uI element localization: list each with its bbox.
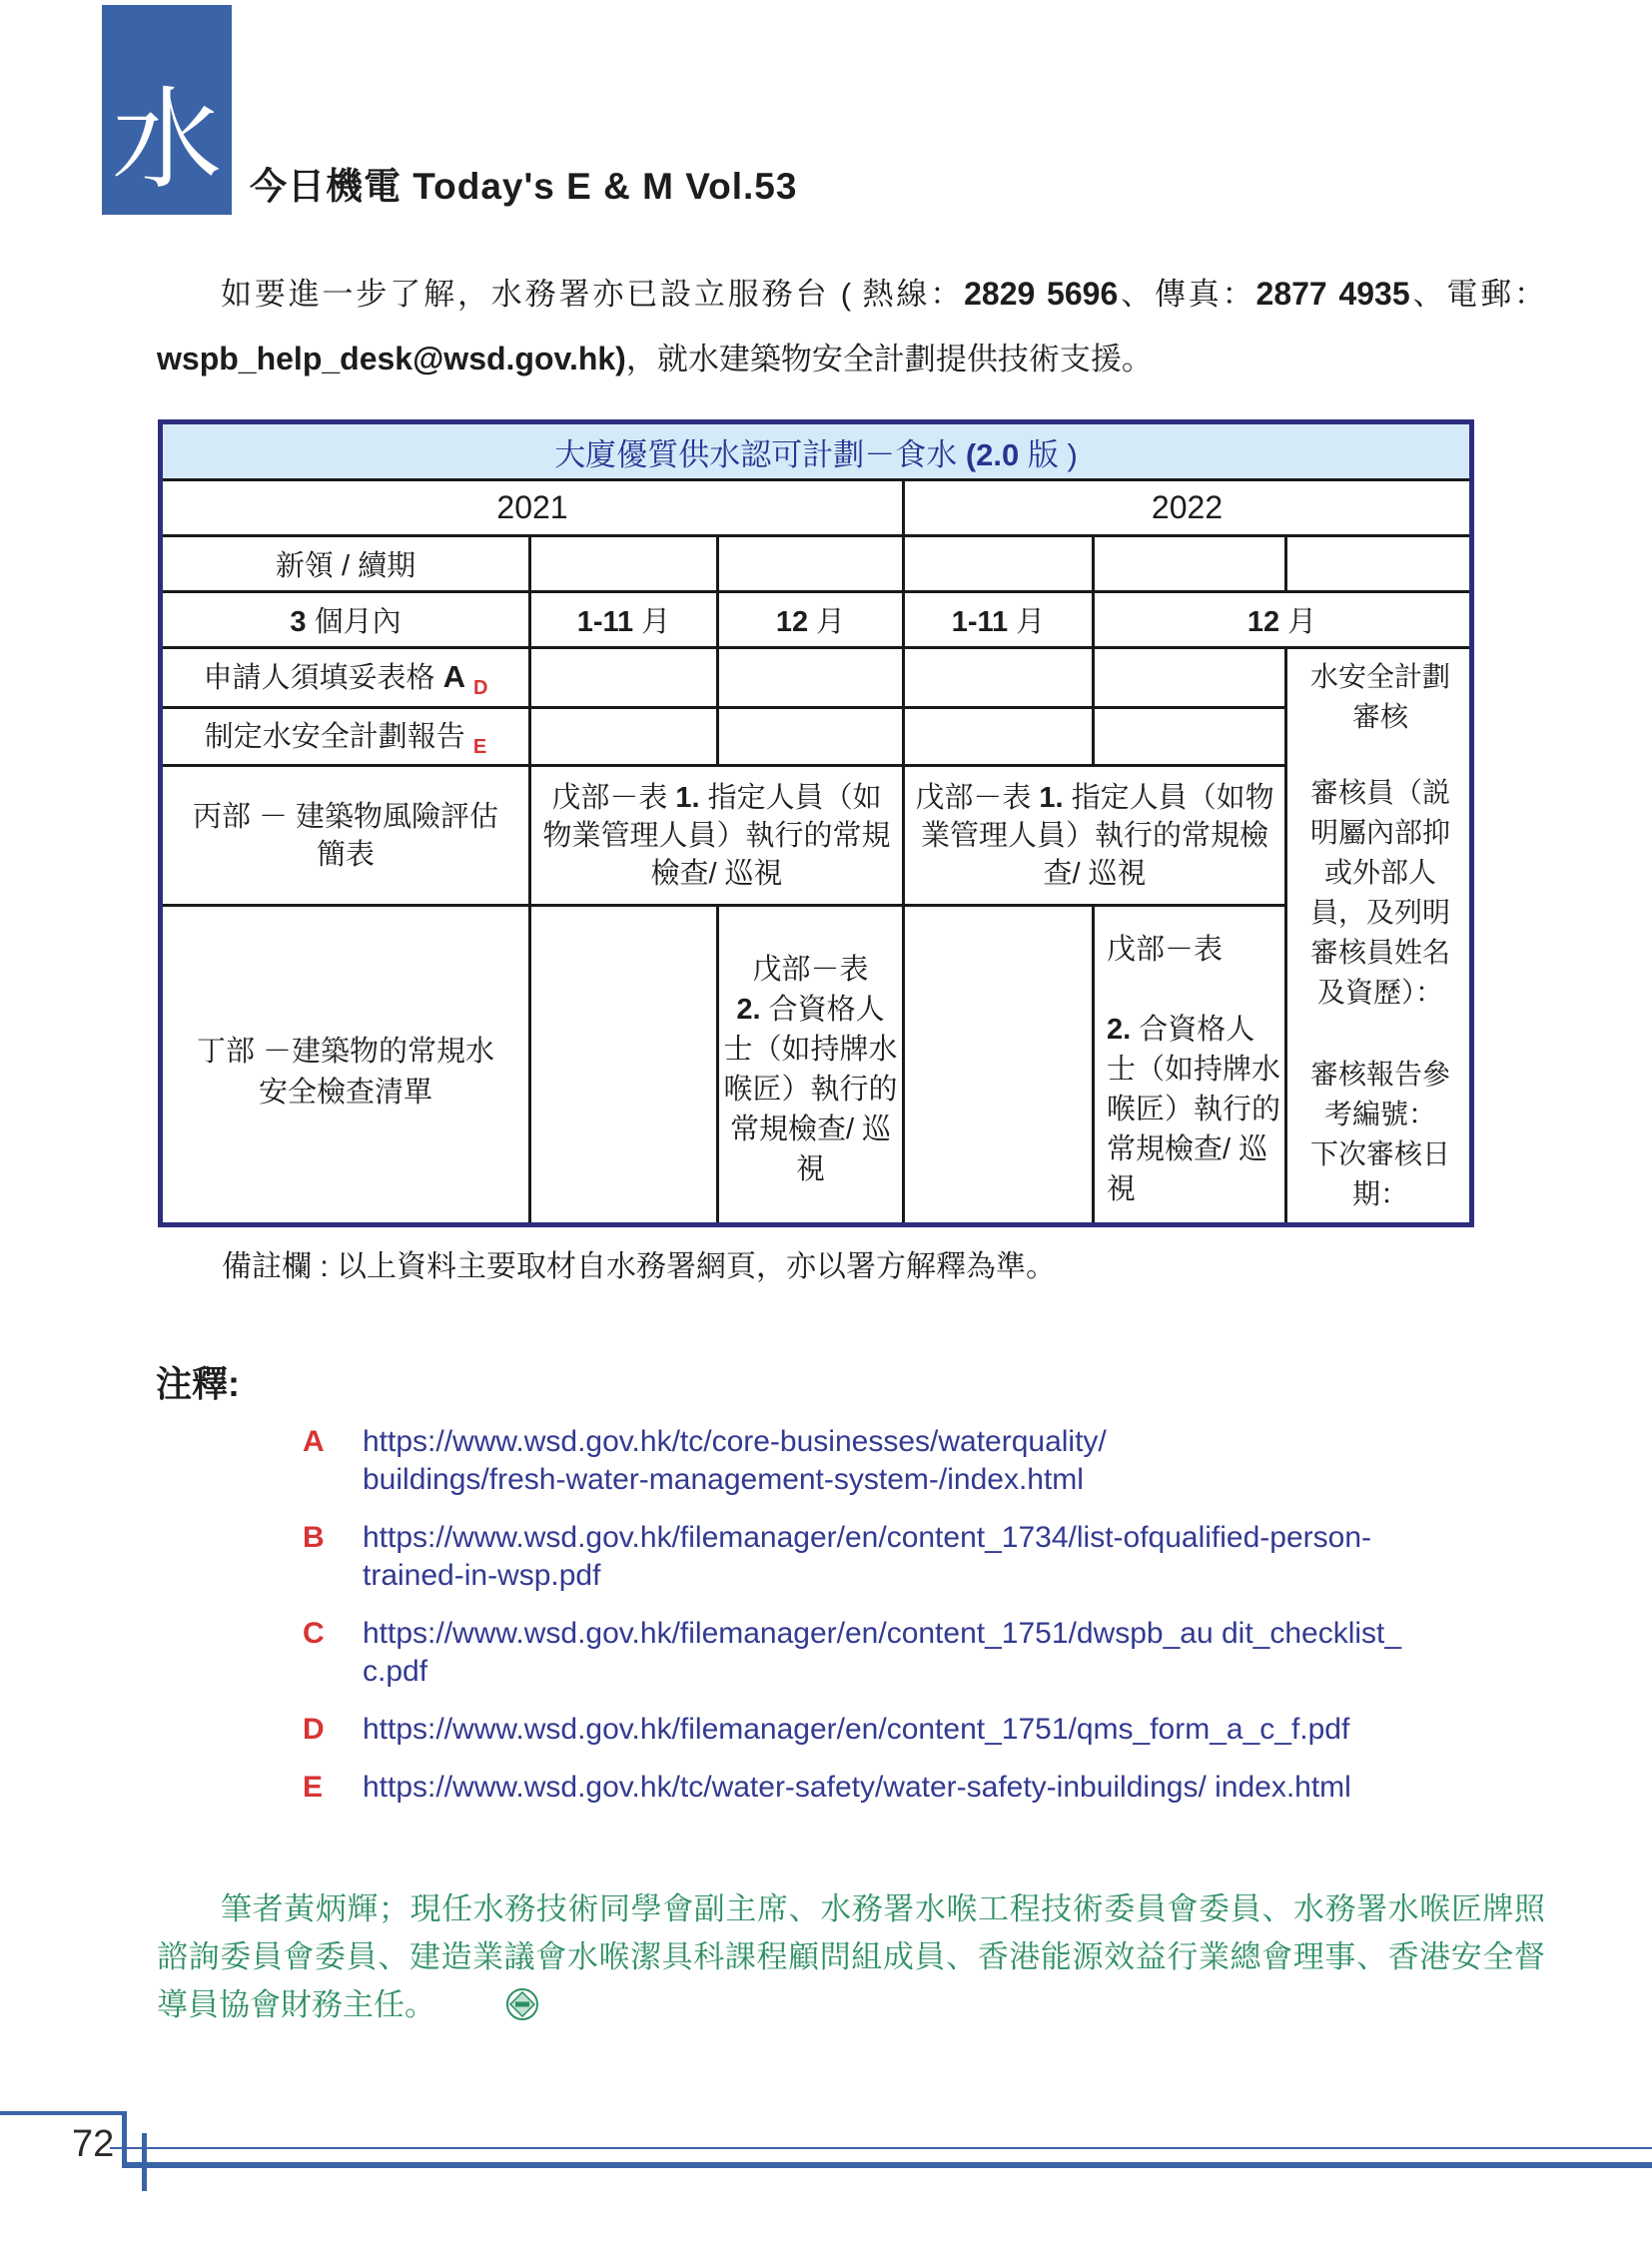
empty-cell — [530, 906, 718, 1225]
year-2021-header: 2021 — [161, 480, 904, 536]
form-a-row-label — [161, 648, 530, 708]
next-audit-date: 下次審核日期： — [1310, 1138, 1451, 1209]
table-title-text: 版 ) — [1019, 436, 1078, 472]
masthead-title-cjk: 今日機電 — [250, 166, 402, 207]
intro-text: 如要進一步了解，水務署亦已設立服務台 ( 熱線： — [221, 277, 965, 312]
part-e2-number: 2. — [1107, 1014, 1132, 1047]
water-logo — [102, 5, 232, 215]
table-remark: 備註欄 : 以上資料主要取材自水務署網頁，亦以署方解釋為準。 — [222, 1250, 1057, 1283]
period-unit: 個月內 — [306, 606, 402, 638]
masthead-title-latin: Today's E & M Vol.53 — [402, 166, 798, 207]
part-e1-number: 1. — [1039, 781, 1064, 814]
part-e2-text: 合資格人士（如持牌水喉匠）執行的常規檢查/ 巡視 — [723, 994, 898, 1186]
intro-text: ，就水建築物安全計劃提供技術支援。 — [625, 342, 1153, 376]
auditor-description: 審核員（説明屬內部抑或外部人員，及列明審核員姓名及資歷）： — [1310, 777, 1451, 1008]
wsp-report-label: 制定水安全計劃報告 — [204, 721, 473, 754]
part-d-line: 安全檢查清單 — [258, 1077, 432, 1110]
period-number: 1-11 — [576, 606, 634, 638]
audit-column — [1286, 648, 1472, 1225]
empty-cell — [530, 536, 718, 592]
period-unit: 月 — [633, 606, 671, 638]
footnote-item-b — [303, 1519, 1461, 1595]
footnote-letter: E — [303, 1771, 324, 1804]
period-2022-dec — [1094, 592, 1472, 648]
period-unit: 月 — [1008, 606, 1046, 638]
part-c-line: 丙部 － 建築物風險評估 — [192, 800, 499, 833]
masthead-title — [250, 156, 797, 210]
footer-line-thin — [110, 2147, 1652, 2149]
footnote-letter: B — [303, 1521, 325, 1554]
footnote-item-a — [303, 1423, 1461, 1499]
empty-cell — [718, 708, 904, 766]
footnotes-list — [303, 1423, 1461, 1827]
empty-cell — [530, 708, 718, 766]
table-title-version: (2.0 — [965, 436, 1020, 472]
footer-line-thick — [122, 2162, 1652, 2168]
url-line[interactable]: https://www.wsd.gov.hk/tc/core-businesses/waterquality/ — [363, 1425, 1107, 1458]
part-e-table1-2022-cell — [904, 766, 1286, 906]
footnote-ref-d: D — [473, 676, 488, 699]
part-d-cell — [161, 906, 530, 1225]
empty-cell — [718, 648, 904, 708]
period-2022-jan-nov — [904, 592, 1094, 648]
hotline-number: 2829 5696 — [964, 276, 1119, 312]
part-e-table1-2021-cell — [530, 766, 904, 906]
url-line[interactable]: https://www.wsd.gov.hk/tc/water-safety/water-safety-inbuildings/ index.html — [363, 1771, 1351, 1804]
audit-title — [1297, 657, 1463, 737]
article-end-icon — [441, 1987, 539, 2035]
footnotes-heading: 注釋: — [156, 1363, 240, 1404]
url-line[interactable]: https://www.wsd.gov.hk/filemanager/en/content_1734/list-ofqualified-person- — [363, 1521, 1371, 1554]
url-line[interactable]: https://www.wsd.gov.hk/filemanager/en/content_1751/qms_form_a_c_f.pdf — [363, 1713, 1350, 1746]
fax-number: 2877 4935 — [1255, 276, 1410, 312]
period-number: 3 — [290, 606, 307, 638]
period-unit: 月 — [1279, 606, 1317, 638]
wsp-report-row-label — [161, 708, 530, 766]
page-number: 72 — [72, 2123, 115, 2165]
empty-cell — [530, 648, 718, 708]
footnote-url[interactable] — [363, 1423, 1107, 1499]
renewal-label-cell: 新領 / 續期 — [161, 536, 530, 592]
form-a-label: 申請人須填妥表格 — [203, 662, 443, 695]
footnote-item-e — [303, 1769, 1461, 1807]
url-line[interactable]: trained-in-wsp.pdf — [363, 1559, 601, 1592]
period-number: 1-11 — [951, 606, 1009, 638]
part-e2-text: 合資格人士（如持牌水喉匠）執行的常規檢查/ 巡視 — [1107, 1014, 1281, 1206]
empty-cell — [1094, 536, 1286, 592]
intro-text: 、電郵： — [1409, 277, 1546, 312]
footer-line-top — [0, 2111, 127, 2115]
empty-cell — [904, 648, 1094, 708]
table-title-text: 大廈優質供水認可計劃－食水 — [554, 436, 966, 472]
part-c-line: 簡表 — [316, 838, 375, 871]
email-address: wspb_help_desk@wsd.gov.hk) — [157, 341, 626, 376]
intro-paragraph — [157, 262, 1545, 391]
empty-cell — [718, 536, 904, 592]
part-d-line: 丁部 －建築物的常規水 — [196, 1036, 495, 1069]
period-number: 12 — [1246, 606, 1280, 638]
footnote-letter: A — [303, 1425, 325, 1458]
author-bio-text: 筆者黃炳輝；現任水務技術同學會副主席、水務署水喉工程技術委員會委員、水務署水喉匠牌照諮詢委員會委員、建造業議會水喉潔具科課程顧問組成員、香港能源效益行業總會理事、香港安全督導員協會財務主任。 — [157, 1891, 1545, 2022]
scheme-table — [158, 419, 1474, 1227]
empty-cell — [904, 708, 1094, 766]
footnote-letter: D — [303, 1713, 325, 1746]
period-unit: 月 — [808, 606, 846, 638]
part-e1-text: 戊部－表 — [551, 781, 676, 814]
empty-cell — [1094, 708, 1286, 766]
empty-cell — [904, 906, 1094, 1225]
footnote-ref-e: E — [472, 736, 487, 759]
part-e1-text: 指定人員（如物業管理人員）執行的常規檢查/ 巡視 — [920, 781, 1274, 890]
year-2022-header: 2022 — [904, 480, 1472, 536]
audit-title-line: 審核 — [1352, 701, 1409, 732]
footnote-url[interactable] — [363, 1615, 1401, 1691]
footnote-item-c — [303, 1615, 1461, 1691]
audit-title-line: 水安全計劃 — [1310, 661, 1451, 692]
part-e1-number: 1. — [675, 781, 700, 814]
empty-cell — [904, 536, 1094, 592]
part-e2-text: 戊部－表 — [1107, 934, 1224, 967]
footnote-url[interactable] — [363, 1711, 1349, 1749]
footnote-item-d — [303, 1711, 1461, 1749]
audit-report-ref: 審核報告參考編號： — [1310, 1059, 1451, 1129]
water-logo-glyph: 水 — [112, 76, 222, 204]
author-bio — [157, 1885, 1545, 2035]
footer-line-corner — [122, 2111, 127, 2168]
empty-cell — [1094, 648, 1286, 708]
period-2021-jan-nov — [530, 592, 718, 648]
form-a-letter: A — [442, 659, 465, 695]
part-e1-text: 指定人員（如物業管理人員）執行的常規檢查/ 巡視 — [542, 781, 891, 890]
part-e2-text: 戊部－表 — [752, 954, 869, 987]
url-line[interactable]: https://www.wsd.gov.hk/filemanager/en/content_1751/dwspb_au dit_checklist_ — [363, 1617, 1402, 1650]
part-e1-text: 戊部－表 — [915, 781, 1040, 814]
intro-text: 、傳真： — [1118, 277, 1256, 312]
url-line[interactable]: c.pdf — [363, 1655, 428, 1688]
url-line[interactable]: buildings/fresh-water-management-system-/index.html — [363, 1463, 1084, 1496]
footnote-letter: C — [303, 1617, 325, 1650]
part-c-cell — [161, 766, 530, 906]
part-e-table2-2021-cell — [718, 906, 904, 1225]
period-number: 12 — [775, 606, 809, 638]
footnote-url[interactable] — [363, 1519, 1371, 1595]
footer-line-vertical — [142, 2133, 147, 2191]
empty-cell — [1286, 536, 1472, 592]
part-e-table2-2022-cell — [1094, 906, 1286, 1225]
part-e2-number: 2. — [736, 994, 761, 1027]
period-within-3-months — [161, 592, 530, 648]
table-title — [161, 422, 1472, 480]
period-2021-dec — [718, 592, 904, 648]
footnote-url[interactable] — [363, 1769, 1351, 1807]
